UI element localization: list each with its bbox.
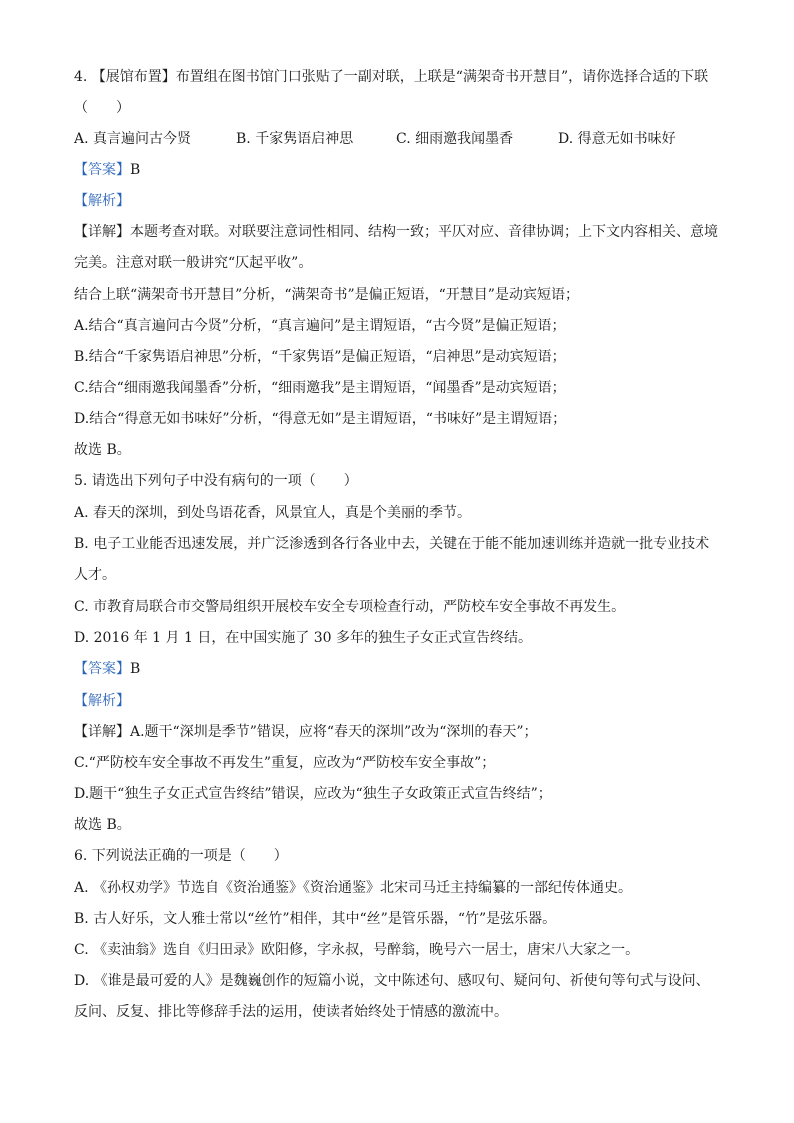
q6-option-d-line2: 反问、反复、排比等修辞手法的运用，使读者始终处于情感的激流中。 xyxy=(74,1004,508,1020)
q6-option-a: A. 《孙权劝学》节选自《资治通鉴》《资治通鉴》北宋司马迁主持编纂的一部纪传体通史。 xyxy=(74,880,633,896)
q5-analysis xyxy=(74,690,734,712)
q4-conclusion: 故选 B。 xyxy=(74,442,131,458)
q4-detail-line7: D.结合“得意无如书味好”分析，“得意无如”是主谓短语，“书味好”是主谓短语； xyxy=(74,411,567,427)
answer-tag: 【答案】 xyxy=(74,661,130,677)
q4-option-b: B. 千家隽语启神思 xyxy=(236,131,354,147)
q4-detail-line3: 结合上联“满架奇书开慧目”分析，“满架奇书”是偏正短语，“开慧目”是动宾短语； xyxy=(74,287,579,303)
q5-option-c: C. 市教育局联合市交警局组织开展校车安全专项检查行动，严防校车安全事故不再发生。 xyxy=(74,599,626,615)
q4-answer xyxy=(74,159,734,181)
q4-option-d: D. 得意无如书味好 xyxy=(558,131,676,147)
q5-detail-line2: C.“严防校车安全事故不再发生”重复，应改为“严防校车安全事故”； xyxy=(74,755,496,771)
detail-text: A.题干“深圳是季节”错误，应将“春天的深圳”改为“深圳的春天”； xyxy=(130,724,538,740)
analysis-tag: 【解析】 xyxy=(74,193,130,209)
q4-analysis xyxy=(74,190,734,212)
q4-option-c: C. 细雨邀我闻墨香 xyxy=(396,131,514,147)
q4-detail-line6: C.结合“细雨邀我闻墨香”分析，“细雨邀我”是主谓短语，“闻墨香”是动宾短语； xyxy=(74,380,566,396)
answer-value: B xyxy=(130,661,141,677)
q4-detail-line2: 完美。注意对联一般讲究“仄起平收”。 xyxy=(74,255,313,271)
q5-stem: 5. 请选出下列句子中没有病句的一项（ ） xyxy=(74,473,358,489)
q4-stem-line1: 4. 【展馆布置】布置组在图书馆门口张贴了一副对联，上联是“满架奇书开慧目”，请你选择合适的下联 xyxy=(74,69,709,85)
q4-detail-line4: A.结合“真言遍问古今贤”分析，“真言遍问”是主谓短语，“古今贤”是偏正短语； xyxy=(74,318,566,334)
q5-detail-line3: D.题干“独生子女正式宣告终结”错误，应改为“独生子女政策正式宣告终结”； xyxy=(74,786,552,802)
q6-option-d-line1: D. 《谁是最可爱的人》是魏巍创作的短篇小说，文中陈述句、感叹句、疑问句、祈使句等句式与设问、 xyxy=(74,973,710,989)
q5-detail-line1 xyxy=(74,721,734,743)
q5-option-b-line1: B. 电子工业能否迅速发展，并广泛渗透到各行各业中去，关键在于能不能加速训练并造就一批专业技术 xyxy=(74,536,710,552)
answer-tag: 【答案】 xyxy=(74,162,130,178)
detail-tag: 【详解】 xyxy=(74,724,130,740)
q6-option-c: C. 《卖油翁》选自《归田录》欧阳修，字永叔，号醉翁，晚号六一居士，唐宋八大家之一。 xyxy=(74,942,640,958)
q4-detail-line1 xyxy=(74,221,734,243)
q6-stem: 6. 下列说法正确的一项是（ ） xyxy=(74,848,288,864)
q4-detail-line5: B.结合“千家隽语启神思”分析，“千家隽语”是偏正短语，“启神思”是动宾短语； xyxy=(74,349,566,365)
q5-answer xyxy=(74,658,734,680)
detail-text: 本题考查对联。对联要注意词性相同、结构一致；平仄对应、音律协调；上下文内容相关、意境 xyxy=(130,224,718,240)
analysis-tag: 【解析】 xyxy=(74,693,130,709)
q5-conclusion: 故选 B。 xyxy=(74,817,131,833)
answer-value: B xyxy=(130,162,141,178)
q4-stem-line2: （ ） xyxy=(74,100,130,116)
q5-option-b-line2: 人才。 xyxy=(74,567,116,583)
q5-option-d: D. 2016 年 1 月 1 日，在中国实施了 30 多年的独生子女正式宣告终结。 xyxy=(74,630,533,646)
q4-option-a: A. 真言遍问古今贤 xyxy=(74,131,192,147)
q6-option-b: B. 古人好乐，文人雅士常以“丝竹”相伴，其中“丝”是管乐器，“竹”是弦乐器。 xyxy=(74,911,557,927)
q5-option-a: A. 春天的深圳，到处鸟语花香，风景宜人，真是个美丽的季节。 xyxy=(74,505,472,521)
q4-options xyxy=(74,128,734,150)
detail-tag: 【详解】 xyxy=(74,224,130,240)
